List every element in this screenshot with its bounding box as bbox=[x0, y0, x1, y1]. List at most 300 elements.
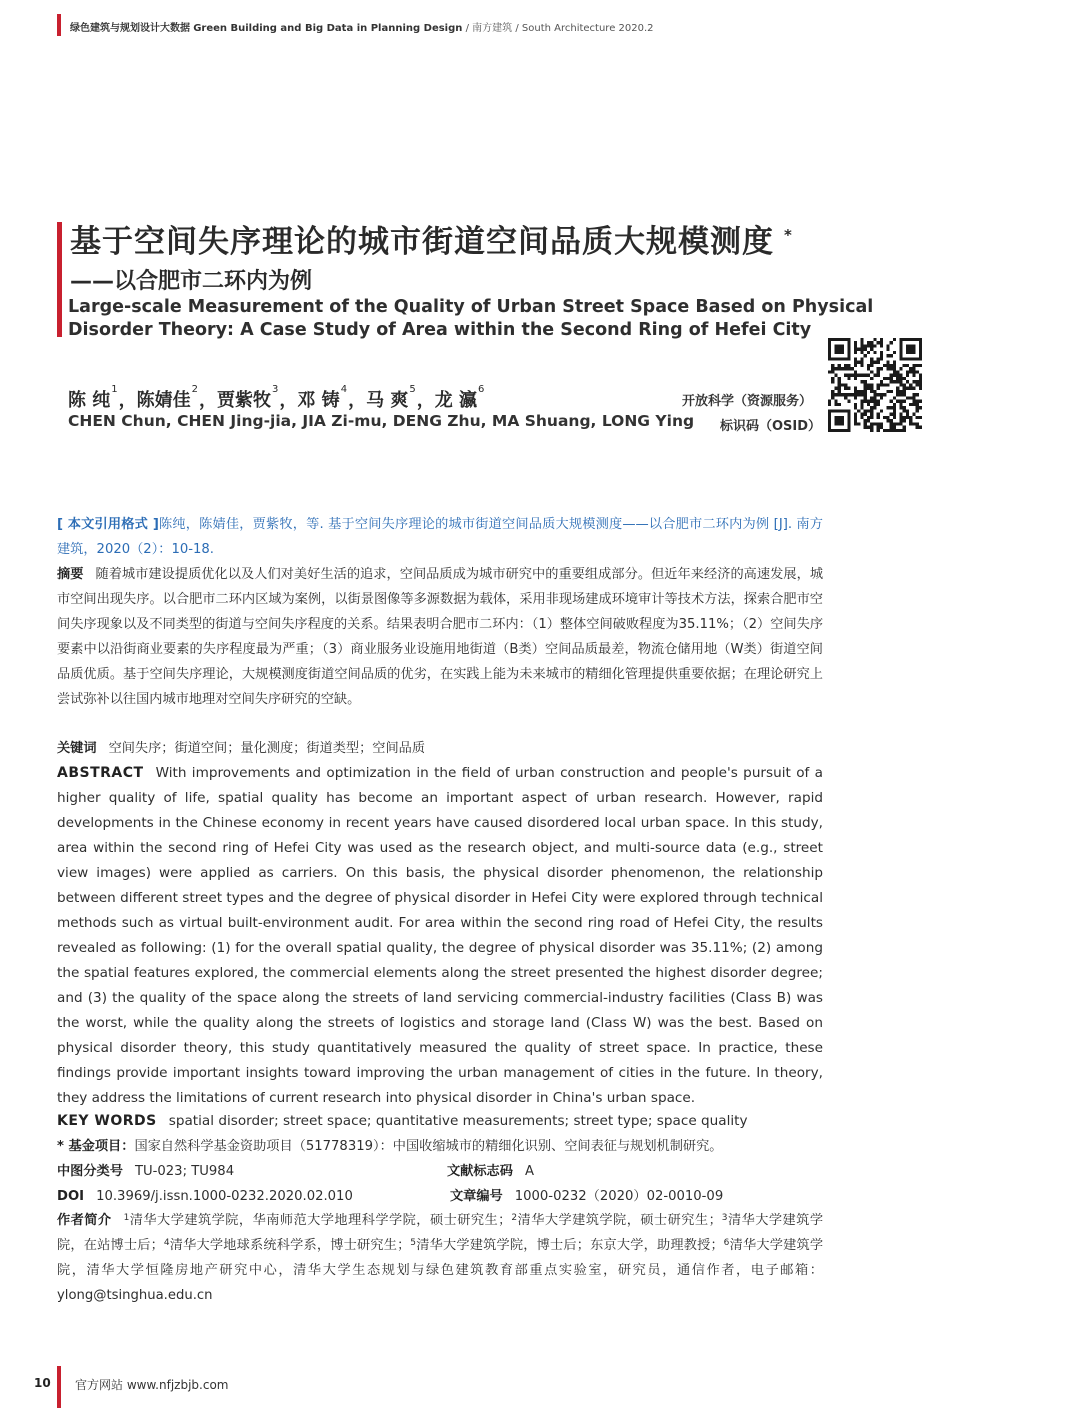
qr-module bbox=[864, 426, 867, 429]
keywords-en-label: KEY WORDS bbox=[57, 1113, 157, 1129]
qr-module bbox=[906, 364, 909, 367]
qr-module bbox=[873, 390, 876, 393]
qr-module bbox=[847, 393, 850, 396]
qr-module bbox=[919, 380, 922, 383]
qr-module bbox=[890, 367, 893, 370]
qr-module bbox=[906, 357, 909, 360]
qr-module bbox=[847, 344, 850, 347]
qr-module bbox=[893, 361, 896, 364]
qr-module bbox=[831, 429, 834, 432]
qr-module bbox=[893, 396, 896, 399]
author-affiliation-marker: 4 bbox=[340, 384, 348, 395]
page-title-cn bbox=[70, 216, 793, 261]
qr-module bbox=[828, 419, 831, 422]
qr-module bbox=[870, 429, 873, 432]
qr-module bbox=[867, 383, 870, 386]
page-title-en: Large-scale Measurement of the Quality of Urban Street Space Based on Physical Disorder Theory: A Case Study of Area within the Second Ring of Hefei City bbox=[68, 297, 874, 340]
qr-module bbox=[828, 403, 831, 406]
intro-affiliation-marker: 2 bbox=[511, 1213, 518, 1223]
qr-module bbox=[864, 422, 867, 425]
intro-affiliation-text: 清华大学建筑学院，华南师范大学地理科学学院，硕士研究生； bbox=[129, 1213, 512, 1228]
qr-module bbox=[834, 419, 837, 422]
qr-module bbox=[893, 367, 896, 370]
qr-module bbox=[919, 416, 922, 419]
qr-module bbox=[847, 364, 850, 367]
qr-module bbox=[831, 393, 834, 396]
qr-module bbox=[919, 426, 922, 429]
qr-module bbox=[873, 374, 876, 377]
citation-label: [ 本文引用格式 ] bbox=[57, 517, 159, 532]
article-no-row bbox=[450, 1184, 723, 1209]
qr-module bbox=[890, 341, 893, 344]
qr-module bbox=[873, 400, 876, 403]
author-affiliation-marker: 2 bbox=[191, 384, 199, 395]
qr-module bbox=[877, 429, 880, 432]
doc-code-value: A bbox=[524, 1164, 534, 1179]
qr-module bbox=[873, 396, 876, 399]
qr-module bbox=[912, 413, 915, 416]
intro-affiliation-marker: 1 bbox=[123, 1213, 130, 1223]
qr-module bbox=[877, 403, 880, 406]
qr-module bbox=[909, 357, 912, 360]
qr-module bbox=[870, 409, 873, 412]
qr-module bbox=[828, 341, 831, 344]
qr-module bbox=[903, 364, 906, 367]
qr-module bbox=[834, 400, 837, 403]
qr-module bbox=[877, 374, 880, 377]
qr-module bbox=[847, 338, 850, 341]
qr-module bbox=[867, 364, 870, 367]
qr-module bbox=[854, 416, 857, 419]
qr-module bbox=[886, 367, 889, 370]
qr-module bbox=[860, 351, 863, 354]
qr-module bbox=[854, 351, 857, 354]
qr-module bbox=[873, 351, 876, 354]
qr-module bbox=[880, 409, 883, 412]
qr-module bbox=[828, 400, 831, 403]
title-fund-marker: * bbox=[784, 226, 793, 244]
qr-module bbox=[880, 367, 883, 370]
qr-module bbox=[857, 348, 860, 351]
qr-module bbox=[903, 390, 906, 393]
qr-module bbox=[893, 370, 896, 373]
title-cn-text: 基于空间失序理论的城市街道空间品质大规模测度 bbox=[70, 224, 774, 260]
qr-code-icon[interactable] bbox=[828, 338, 922, 432]
qr-module bbox=[838, 393, 841, 396]
qr-module bbox=[886, 377, 889, 380]
qr-module bbox=[847, 422, 850, 425]
qr-module bbox=[847, 416, 850, 419]
qr-module bbox=[854, 413, 857, 416]
qr-module bbox=[877, 370, 880, 373]
qr-module bbox=[886, 364, 889, 367]
qr-module bbox=[841, 419, 844, 422]
qr-module bbox=[880, 422, 883, 425]
qr-module bbox=[854, 357, 857, 360]
qr-module bbox=[909, 370, 912, 373]
qr-module bbox=[860, 416, 863, 419]
qr-module bbox=[847, 409, 850, 412]
qr-module bbox=[919, 364, 922, 367]
qr-module bbox=[912, 370, 915, 373]
page-number: 10 bbox=[34, 1376, 51, 1390]
qr-module bbox=[834, 351, 837, 354]
qr-module bbox=[870, 377, 873, 380]
qr-module bbox=[909, 416, 912, 419]
qr-module bbox=[903, 426, 906, 429]
qr-module bbox=[912, 403, 915, 406]
qr-module bbox=[899, 380, 902, 383]
qr-module bbox=[828, 429, 831, 432]
qr-module bbox=[870, 390, 873, 393]
intro-affiliation-marker: 5 bbox=[410, 1238, 417, 1248]
qr-module bbox=[860, 361, 863, 364]
qr-module bbox=[834, 429, 837, 432]
qr-module bbox=[841, 357, 844, 360]
intro-affiliation-marker: 3 bbox=[721, 1213, 728, 1223]
qr-module bbox=[834, 387, 837, 390]
qr-module bbox=[896, 422, 899, 425]
qr-module bbox=[860, 380, 863, 383]
qr-module bbox=[903, 409, 906, 412]
qr-module bbox=[847, 429, 850, 432]
qr-module bbox=[919, 400, 922, 403]
qr-module bbox=[903, 416, 906, 419]
qr-module bbox=[912, 393, 915, 396]
qr-module bbox=[890, 374, 893, 377]
qr-module bbox=[873, 422, 876, 425]
qr-module bbox=[916, 383, 919, 386]
qr-module bbox=[912, 348, 915, 351]
qr-module bbox=[834, 357, 837, 360]
header-sep: / bbox=[465, 23, 469, 34]
qr-module bbox=[854, 393, 857, 396]
qr-module bbox=[916, 403, 919, 406]
qr-module bbox=[880, 396, 883, 399]
qr-module bbox=[906, 348, 909, 351]
author-affiliation-marker: 3 bbox=[272, 384, 279, 395]
qr-module bbox=[890, 377, 893, 380]
qr-module bbox=[857, 374, 860, 377]
qr-module bbox=[864, 380, 867, 383]
osid-label-2: 标识码（OSID） bbox=[720, 419, 822, 434]
qr-module bbox=[916, 380, 919, 383]
keywords-cn bbox=[57, 736, 823, 761]
qr-module bbox=[841, 409, 844, 412]
qr-module bbox=[903, 429, 906, 432]
qr-module bbox=[890, 400, 893, 403]
qr-module bbox=[834, 367, 837, 370]
header-journal-en: South Architecture bbox=[521, 23, 616, 34]
doi-row bbox=[57, 1184, 353, 1209]
qr-module bbox=[903, 357, 906, 360]
qr-module bbox=[860, 403, 863, 406]
qr-module bbox=[864, 413, 867, 416]
qr-module bbox=[899, 422, 902, 425]
qr-module bbox=[847, 367, 850, 370]
qr-module bbox=[854, 348, 857, 351]
qr-module bbox=[851, 367, 854, 370]
qr-module bbox=[867, 419, 870, 422]
qr-module bbox=[909, 419, 912, 422]
qr-module bbox=[860, 400, 863, 403]
qr-module bbox=[899, 390, 902, 393]
qr-module bbox=[912, 357, 915, 360]
qr-module bbox=[860, 393, 863, 396]
qr-module bbox=[886, 416, 889, 419]
qr-module bbox=[903, 400, 906, 403]
qr-module bbox=[919, 354, 922, 357]
qr-module bbox=[873, 361, 876, 364]
qr-module bbox=[880, 380, 883, 383]
qr-module bbox=[919, 348, 922, 351]
qr-module bbox=[909, 422, 912, 425]
qr-module bbox=[828, 426, 831, 429]
qr-module bbox=[880, 393, 883, 396]
qr-module bbox=[909, 403, 912, 406]
author-separator: ， bbox=[348, 390, 367, 411]
qr-module bbox=[864, 393, 867, 396]
header-section-cn: 绿色建筑与规划设计大数据 bbox=[70, 23, 190, 34]
qr-module bbox=[867, 426, 870, 429]
qr-module bbox=[867, 344, 870, 347]
qr-module bbox=[870, 341, 873, 344]
footer-website bbox=[75, 1376, 228, 1393]
qr-module bbox=[916, 364, 919, 367]
qr-module bbox=[880, 344, 883, 347]
qr-module bbox=[919, 374, 922, 377]
qr-module bbox=[841, 422, 844, 425]
qr-module bbox=[870, 370, 873, 373]
qr-module bbox=[896, 374, 899, 377]
qr-module bbox=[864, 383, 867, 386]
qr-module bbox=[916, 400, 919, 403]
authors-en: CHEN Chun, CHEN Jing-jia, JIA Zi-mu, DENG Zhu, MA Shuang, LONG Ying bbox=[68, 412, 695, 430]
qr-module bbox=[899, 403, 902, 406]
header-sep: / bbox=[515, 23, 519, 34]
qr-module bbox=[906, 374, 909, 377]
qr-module bbox=[838, 348, 841, 351]
qr-module bbox=[847, 413, 850, 416]
qr-module bbox=[886, 354, 889, 357]
qr-module bbox=[841, 416, 844, 419]
keywords-en bbox=[57, 1109, 823, 1134]
qr-module bbox=[828, 370, 831, 373]
qr-module bbox=[828, 344, 831, 347]
qr-module bbox=[919, 406, 922, 409]
qr-module bbox=[873, 403, 876, 406]
clc-label: 中图分类号 bbox=[57, 1164, 123, 1179]
qr-module bbox=[864, 396, 867, 399]
author-name: 马 爽 bbox=[366, 390, 409, 411]
qr-module bbox=[860, 357, 863, 360]
qr-module bbox=[854, 406, 857, 409]
qr-module bbox=[899, 344, 902, 347]
qr-module bbox=[899, 357, 902, 360]
qr-module bbox=[864, 348, 867, 351]
qr-module bbox=[867, 374, 870, 377]
qr-module bbox=[828, 348, 831, 351]
qr-module bbox=[919, 357, 922, 360]
keywords-en-text: spatial disorder; street space; quantitative measurements; street type; space quality bbox=[168, 1113, 748, 1129]
qr-module bbox=[916, 416, 919, 419]
author-name: 龙 瀛 bbox=[434, 390, 477, 411]
qr-module bbox=[899, 367, 902, 370]
qr-module bbox=[870, 364, 873, 367]
intro-affiliation-marker: 6 bbox=[723, 1238, 730, 1248]
qr-module bbox=[877, 361, 880, 364]
qr-module bbox=[916, 426, 919, 429]
qr-module bbox=[847, 348, 850, 351]
qr-module bbox=[886, 419, 889, 422]
qr-module bbox=[919, 387, 922, 390]
qr-module bbox=[831, 364, 834, 367]
qr-module bbox=[896, 370, 899, 373]
qr-module bbox=[870, 344, 873, 347]
qr-module bbox=[890, 413, 893, 416]
qr-module bbox=[919, 383, 922, 386]
intro-affiliation-text: 清华大学建筑学院，清华大学恒隆房地产研究中心，清华大学生态规划与绿色建筑教育部重点实验室，研究员，通信作者，电子邮箱：ylong@tsinghua.edu.cn bbox=[57, 1238, 824, 1303]
citation-text: 陈纯，陈婧佳，贾紫牧，等. 基于空间失序理论的城市街道空间品质大规模测度——以合肥市二环内为例 [J]. 南方建筑，2020（2）：10-18. bbox=[57, 517, 823, 557]
qr-module bbox=[831, 396, 834, 399]
qr-module bbox=[912, 387, 915, 390]
qr-module bbox=[851, 374, 854, 377]
qr-module bbox=[873, 344, 876, 347]
author-separator: ， bbox=[279, 390, 298, 411]
qr-module bbox=[903, 387, 906, 390]
author-name: 邓 铸 bbox=[297, 390, 340, 411]
qr-module bbox=[899, 419, 902, 422]
qr-module bbox=[854, 364, 857, 367]
qr-module bbox=[831, 367, 834, 370]
qr-module bbox=[916, 406, 919, 409]
qr-module bbox=[899, 413, 902, 416]
qr-module bbox=[838, 390, 841, 393]
qr-module bbox=[844, 338, 847, 341]
abstract-cn-label: 摘要 bbox=[57, 567, 84, 582]
qr-module bbox=[899, 393, 902, 396]
qr-module bbox=[838, 422, 841, 425]
header-issue: 2020.2 bbox=[618, 23, 654, 34]
qr-module bbox=[912, 380, 915, 383]
qr-module bbox=[886, 429, 889, 432]
qr-module bbox=[919, 351, 922, 354]
qr-module bbox=[883, 383, 886, 386]
abstract-en-text: With improvements and optimization in the field of urban construction and people's pursuit of a higher quality of life, spatial quality has become an important aspect of urban research. However, rapid developments in the Chinese economy in recent years have caused disordered local urban space. In this study, area within the second ring of Hefei City was used as the research object, and multi-source data (e.g., street view images) were applied as carriers. On this basis, the physical disorder phenomenon, the relationship between different street types and the degree of physical disorder in Hefei City were explored through technical methods such as virtual built-environment audit. For area within the second ring road of Hefei City, the results revealed as following: (1) for the overall spatial quality, the degree of physical disorder was 35.11%; (2) among the spatial features explored, the commercial elements along the street presented the highest disorder degree; and (3) the quality of the space along the streets of land servicing commercial-industry facilities (Class B) was the worst, while the quality along the streets of logistics and storage land (Class W) was the best. Based on physical disorder theory, this study quantitatively measured the quality of street space. In practice, these findings provide important insights toward improving the urban management of cities in the future. In theory, they address the limitations of current research into physical disorder in China's urban space. bbox=[57, 765, 823, 1106]
qr-module bbox=[883, 429, 886, 432]
qr-module bbox=[847, 351, 850, 354]
qr-module bbox=[903, 338, 906, 341]
qr-module bbox=[916, 370, 919, 373]
qr-module bbox=[899, 351, 902, 354]
qr-module bbox=[857, 409, 860, 412]
keywords-cn-label: 关键词 bbox=[57, 741, 97, 756]
author-separator: ， bbox=[199, 390, 218, 411]
qr-module bbox=[828, 338, 831, 341]
qr-module bbox=[838, 419, 841, 422]
qr-module bbox=[903, 393, 906, 396]
qr-module bbox=[906, 370, 909, 373]
qr-module bbox=[896, 377, 899, 380]
qr-module bbox=[870, 426, 873, 429]
qr-module bbox=[899, 383, 902, 386]
qr-module bbox=[847, 341, 850, 344]
qr-module bbox=[896, 429, 899, 432]
qr-module bbox=[841, 351, 844, 354]
qr-module bbox=[860, 364, 863, 367]
qr-module bbox=[919, 338, 922, 341]
qr-module bbox=[890, 390, 893, 393]
footer-accent-bar bbox=[57, 1366, 61, 1408]
qr-module bbox=[877, 393, 880, 396]
qr-module bbox=[860, 374, 863, 377]
qr-module bbox=[870, 400, 873, 403]
qr-module bbox=[912, 400, 915, 403]
qr-module bbox=[906, 380, 909, 383]
qr-module bbox=[893, 426, 896, 429]
author-separator: ， bbox=[118, 390, 137, 411]
qr-module bbox=[844, 387, 847, 390]
qr-module bbox=[847, 354, 850, 357]
qr-module bbox=[880, 354, 883, 357]
qr-module bbox=[854, 419, 857, 422]
qr-module bbox=[870, 416, 873, 419]
footer-site-url[interactable]: www.nfjzbjb.com bbox=[126, 1378, 229, 1392]
qr-module bbox=[838, 387, 841, 390]
running-header bbox=[70, 19, 654, 34]
qr-module bbox=[912, 364, 915, 367]
qr-module bbox=[844, 357, 847, 360]
qr-module bbox=[864, 400, 867, 403]
qr-module bbox=[834, 403, 837, 406]
qr-module bbox=[844, 374, 847, 377]
qr-module bbox=[883, 416, 886, 419]
qr-module bbox=[831, 357, 834, 360]
author-affiliation-marker: 6 bbox=[478, 384, 485, 395]
qr-module bbox=[906, 338, 909, 341]
qr-module bbox=[834, 422, 837, 425]
fund-text: 国家自然科学基金资助项目（51778319）：中国收缩城市的精细化识别、空间表征与规划机制研究。 bbox=[134, 1139, 723, 1154]
doc-code-label: 文献标志码 bbox=[447, 1164, 513, 1179]
qr-module bbox=[883, 377, 886, 380]
qr-module bbox=[886, 344, 889, 347]
qr-module bbox=[838, 357, 841, 360]
qr-module bbox=[903, 383, 906, 386]
doi-value[interactable]: 10.3969/j.issn.1000-0232.2020.02.010 bbox=[96, 1189, 353, 1204]
abstract-en-label: ABSTRACT bbox=[57, 765, 144, 781]
qr-module bbox=[880, 338, 883, 341]
qr-module bbox=[834, 348, 837, 351]
qr-module bbox=[916, 409, 919, 412]
title-accent-bar bbox=[57, 222, 62, 337]
qr-module bbox=[838, 364, 841, 367]
qr-module bbox=[899, 374, 902, 377]
header-accent-bar bbox=[57, 14, 61, 36]
qr-module bbox=[873, 406, 876, 409]
qr-module bbox=[893, 413, 896, 416]
qr-module bbox=[867, 409, 870, 412]
qr-module bbox=[886, 383, 889, 386]
qr-module bbox=[899, 341, 902, 344]
author-affiliation-marker: 1 bbox=[111, 384, 118, 395]
qr-module bbox=[841, 393, 844, 396]
footer-site-label: 官方网站 bbox=[75, 1378, 124, 1392]
header-section-en: Green Building and Big Data in Planning Design bbox=[193, 23, 463, 34]
qr-module bbox=[899, 400, 902, 403]
qr-module bbox=[838, 409, 841, 412]
qr-module bbox=[886, 348, 889, 351]
qr-module bbox=[912, 351, 915, 354]
